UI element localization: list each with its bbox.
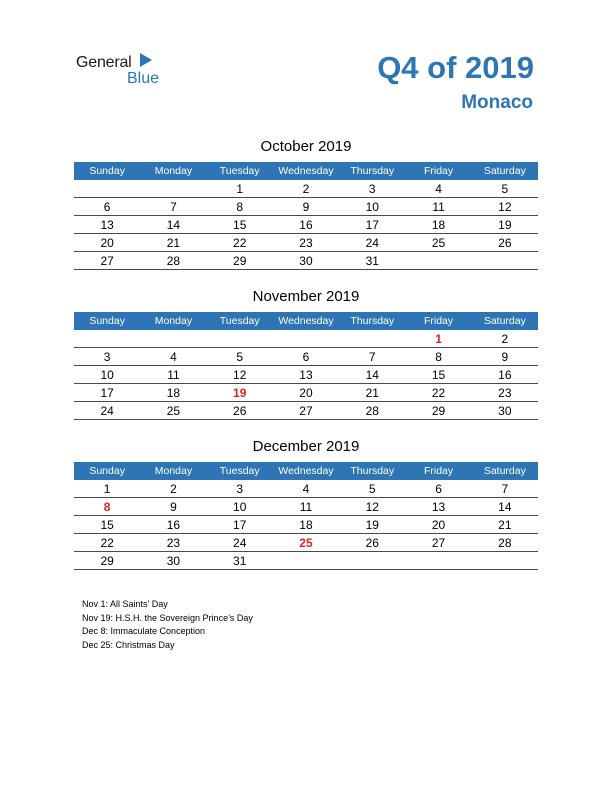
day-cell: 31 [339,252,405,270]
day-cell: 13 [273,366,339,384]
day-cell: 15 [74,516,140,534]
week-row [74,216,538,234]
day-cell: 27 [405,534,471,552]
day-cell: 8 [207,198,273,216]
day-cell: 16 [140,516,206,534]
month-title: November 2019 [252,288,360,305]
day-cell: 18 [140,384,206,402]
page-title: Q4 of 2019 [377,50,534,85]
day-cell: 12 [472,198,538,216]
weekday-header: Sunday [74,462,140,480]
day-cell: 15 [207,216,273,234]
day-cell: 23 [472,384,538,402]
day-cell: 22 [74,534,140,552]
holiday-note: Dec 25: Christmas Day [82,639,175,650]
day-cell: 17 [339,216,405,234]
day-cell: 9 [140,498,206,516]
day-cell: 6 [273,348,339,366]
month-november [74,288,538,420]
day-cell: 5 [339,480,405,498]
day-cell: 7 [472,480,538,498]
day-cell: 21 [472,516,538,534]
weekday-header-row [74,312,538,330]
day-cell: 24 [207,534,273,552]
week-row [74,552,538,570]
logo-triangle-icon [140,53,152,67]
day-cell: 20 [405,516,471,534]
weekday-header: Sunday [74,162,140,180]
weekday-header: Tuesday [207,462,273,480]
day-cell: 5 [472,180,538,198]
empty-day-cell [405,252,471,270]
day-cell: 26 [339,534,405,552]
day-cell: 1 [74,480,140,498]
day-cell: 4 [273,480,339,498]
weekday-header: Saturday [472,462,538,480]
day-cell: 6 [405,480,471,498]
holiday-day-cell: 8 [74,498,140,516]
day-cell: 28 [140,252,206,270]
weekday-header: Saturday [472,312,538,330]
day-cell: 3 [339,180,405,198]
day-cell: 14 [339,366,405,384]
day-cell: 4 [140,348,206,366]
day-cell: 2 [140,480,206,498]
day-cell: 28 [472,534,538,552]
day-cell: 14 [140,216,206,234]
logo-blue-text: Blue [127,70,160,87]
month-december [74,438,538,570]
week-row [74,252,538,270]
holiday-note: Nov 19: H.S.H. the Sovereign Prince’s Day [82,612,253,623]
day-cell: 24 [339,234,405,252]
weekday-header: Wednesday [273,312,339,330]
day-cell: 3 [207,480,273,498]
day-cell: 7 [140,198,206,216]
week-row [74,180,538,198]
day-cell: 13 [405,498,471,516]
week-row [74,516,538,534]
country-name: Monaco [461,92,533,113]
empty-day-cell [74,330,140,348]
day-cell: 2 [472,330,538,348]
day-cell: 20 [74,234,140,252]
empty-day-cell [140,330,206,348]
week-row [74,534,538,552]
week-row [74,366,538,384]
day-cell: 29 [207,252,273,270]
generalblue-logo [76,50,176,90]
weekday-header: Tuesday [207,162,273,180]
day-cell: 1 [207,180,273,198]
empty-day-cell [273,330,339,348]
day-cell: 10 [339,198,405,216]
weekday-header: Monday [140,162,206,180]
day-cell: 11 [405,198,471,216]
day-cell: 17 [207,516,273,534]
weekday-header: Tuesday [207,312,273,330]
day-cell: 13 [74,216,140,234]
week-row [74,234,538,252]
day-cell: 5 [207,348,273,366]
month-october [74,138,538,270]
week-row [74,498,538,516]
day-cell: 16 [472,366,538,384]
holiday-note: Dec 8: Immaculate Conception [82,626,206,636]
day-cell: 22 [405,384,471,402]
day-cell: 9 [472,348,538,366]
empty-day-cell [339,552,405,570]
day-cell: 24 [74,402,140,420]
day-cell: 26 [472,234,538,252]
weekday-header-row [74,162,538,180]
calendar-table [74,162,538,270]
holiday-note: Nov 1: All Saints’ Day [82,599,168,609]
week-row [74,480,538,498]
empty-day-cell [74,180,140,198]
weekday-header: Sunday [74,312,140,330]
month-title: December 2019 [252,438,360,455]
day-cell: 27 [273,402,339,420]
empty-day-cell [472,252,538,270]
day-cell: 16 [273,216,339,234]
week-row [74,348,538,366]
weekday-header-row [74,462,538,480]
day-cell: 20 [273,384,339,402]
day-cell: 26 [207,402,273,420]
day-cell: 12 [339,498,405,516]
holiday-notes [82,598,253,652]
day-cell: 6 [74,198,140,216]
calendar-table [74,312,538,420]
day-cell: 4 [405,180,471,198]
day-cell: 11 [273,498,339,516]
day-cell: 22 [207,234,273,252]
day-cell: 3 [74,348,140,366]
weekday-header: Wednesday [273,462,339,480]
logo-general-text: General [76,54,132,71]
empty-day-cell [273,552,339,570]
empty-day-cell [472,552,538,570]
day-cell: 18 [273,516,339,534]
day-cell: 19 [339,516,405,534]
day-cell: 25 [140,402,206,420]
day-cell: 27 [74,252,140,270]
day-cell: 30 [273,252,339,270]
day-cell: 21 [140,234,206,252]
day-cell: 30 [140,552,206,570]
day-cell: 21 [339,384,405,402]
weekday-header: Monday [140,462,206,480]
day-cell: 9 [273,198,339,216]
weekday-header: Thursday [339,312,405,330]
weekday-header: Wednesday [273,162,339,180]
weekday-header: Saturday [472,162,538,180]
day-cell: 29 [405,402,471,420]
weekday-header: Thursday [339,162,405,180]
day-cell: 11 [140,366,206,384]
day-cell: 2 [273,180,339,198]
day-cell: 23 [273,234,339,252]
empty-day-cell [140,180,206,198]
day-cell: 23 [140,534,206,552]
weekday-header: Friday [405,312,471,330]
day-cell: 8 [405,348,471,366]
empty-day-cell [207,330,273,348]
empty-day-cell [339,330,405,348]
day-cell: 7 [339,348,405,366]
day-cell: 14 [472,498,538,516]
day-cell: 10 [74,366,140,384]
weekday-header: Friday [405,162,471,180]
day-cell: 17 [74,384,140,402]
day-cell: 15 [405,366,471,384]
weekday-header: Thursday [339,462,405,480]
holiday-day-cell: 1 [405,330,471,348]
day-cell: 29 [74,552,140,570]
week-row [74,198,538,216]
day-cell: 19 [472,216,538,234]
day-cell: 12 [207,366,273,384]
holiday-day-cell: 25 [273,534,339,552]
weekday-header: Monday [140,312,206,330]
empty-day-cell [405,552,471,570]
day-cell: 28 [339,402,405,420]
holiday-day-cell: 19 [207,384,273,402]
day-cell: 31 [207,552,273,570]
week-row [74,402,538,420]
week-row [74,330,538,348]
day-cell: 25 [405,234,471,252]
month-title: October 2019 [260,138,352,155]
day-cell: 10 [207,498,273,516]
weekday-header: Friday [405,462,471,480]
day-cell: 30 [472,402,538,420]
calendar-table [74,462,538,570]
day-cell: 18 [405,216,471,234]
week-row [74,384,538,402]
